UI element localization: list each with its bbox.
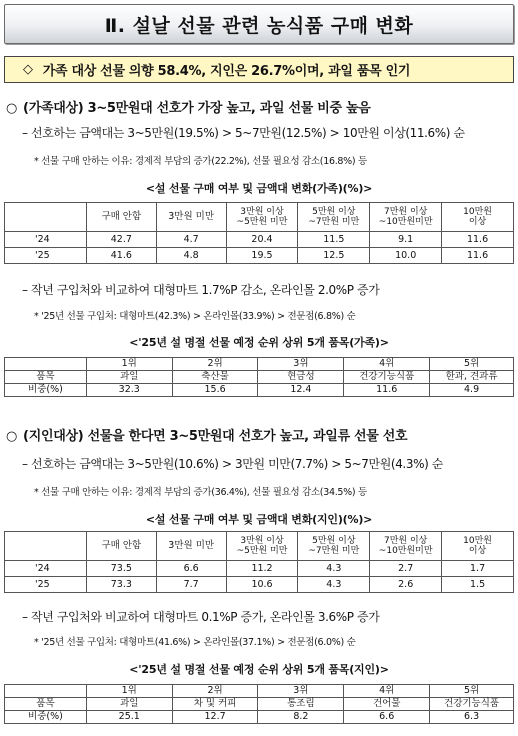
table-cell: 12.4 [258,384,344,397]
table-header-cell [5,358,87,371]
table-cell: 통조림 [258,698,344,711]
table-cell: 2.7 [370,561,442,577]
family-heading-text: (가족대상) 3~5만원대 선호가 가장 높고, 과일 선물 비중 높음 [23,101,371,116]
table-header-cell: 10만원 이상 [442,203,514,232]
table-cell: 건강기능식품 [430,698,514,711]
summary-text: 가족 대상 선물 의향 58.4%, 지인은 26.7%이며, 과일 품목 인기 [42,64,411,79]
acquaint-store-change: – 작년 구입처와 비교하여 대형마트 0.1%P 증가, 온라인몰 3.6%P 증가 [22,610,380,624]
acquaint-heading-text: (지인대상) 선물을 한다면 3~5만원대 선호가 높고, 과일류 선물 선호 [23,429,408,444]
table-cell: 한과, 견과류 [430,371,514,384]
family-rank-title: <'25년 설 명절 선물 예정 순위 상위 5개 품목(가족)> [129,336,389,349]
table-cell: 10.6 [226,577,298,593]
table-cell: 4.3 [298,577,370,593]
table-header-cell: 3만원 이상 ~5만원 미만 [226,532,298,561]
table-cell: 73.5 [86,561,156,577]
table-header-cell: 10만원 이상 [442,532,514,561]
table-cell: 6.6 [344,711,430,724]
acquaint-store-ranking: * '25년 선물 구입처: 대형마트(41.6%) > 온라인몰(37.1%) > 전문점(6.0%) 순 [34,637,356,648]
table-cell: 7.7 [156,577,226,593]
table-header-cell: 3만원 이상 ~5만원 미만 [226,203,298,232]
table-cell: 11.2 [226,561,298,577]
acquaint-price-preference: – 선호하는 금액대는 3~5만원(10.6%) > 3만원 미만(7.7%) > 5~7만원(4.3%) 순 [22,457,443,471]
family-heading [6,97,371,116]
table-cell: 20.4 [226,232,298,248]
table-cell: 41.6 [86,248,156,264]
table-cell: 6.3 [430,711,514,724]
table-row [5,371,514,384]
table-header-cell: 7만원 이상 ~10만원미만 [370,532,442,561]
table-header-cell: 5위 [430,358,514,371]
table-header-cell: 3만원 미만 [156,203,226,232]
acquaint-table-title: <설 선물 구매 여부 및 금액대 변화(지인)(%)> [145,513,373,526]
acquaint-rank-title: <'25년 설 명절 선물 예정 순위 상위 5개 품목(지인)> [129,663,389,676]
table-cell: 2.6 [370,577,442,593]
summary-box [4,56,514,83]
table-header-cell: 3위 [258,358,344,371]
family-rank-table [4,357,514,397]
table-cell: 10.0 [370,248,442,264]
table-cell: '25 [5,248,87,264]
table-cell: 15.6 [172,384,258,397]
acquaint-heading [6,425,407,444]
table-cell: '24 [5,232,87,248]
table-header-cell: 4위 [344,685,430,698]
table-cell: '24 [5,561,87,577]
table-cell: 1.7 [442,561,514,577]
table-cell: 11.6 [344,384,430,397]
table-header-row [5,685,514,698]
acquaint-no-purchase-reason: * 선물 구매 안하는 이유: 경제적 부담의 증가(36.4%), 선물 필요성 감소(34.5%) 등 [34,487,367,498]
table-cell: 4.3 [298,561,370,577]
table-header-cell [5,685,87,698]
family-table-title: <설 선물 구매 여부 및 금액대 변화(가족)(%)> [145,182,373,195]
table-cell: 과일 [86,698,172,711]
table-cell: 품목 [5,371,87,384]
table-header-cell: 5위 [430,685,514,698]
page-title: Ⅱ. 설날 선물 관련 농식품 구매 변화 [4,4,514,44]
table-cell: 비중(%) [5,711,87,724]
circle-bullet-icon: ○ [6,101,18,116]
table-cell: 4.7 [156,232,226,248]
table-header-cell: 3만원 미만 [156,532,226,561]
table-header-cell: 구매 안함 [86,532,156,561]
table-cell: 품목 [5,698,87,711]
table-cell: 42.7 [86,232,156,248]
table-cell: 차 및 커피 [172,698,258,711]
table-cell: 12.5 [298,248,370,264]
table-cell: 축산물 [172,371,258,384]
table-cell: 건강기능식품 [344,371,430,384]
table-header-cell: 2위 [172,685,258,698]
table-header-cell: 4위 [344,358,430,371]
table-header-cell: 2위 [172,358,258,371]
family-store-change: – 작년 구입처와 비교하여 대형마트 1.7%P 감소, 온라인몰 2.0%P 증가 [22,283,380,297]
table-header-cell: 5만원 이상 ~7만원 미만 [298,203,370,232]
table-header-cell [5,532,87,561]
table-cell: 73.3 [86,577,156,593]
table-cell: 25.1 [86,711,172,724]
table-row [5,577,514,593]
table-header-row [5,358,514,371]
table-cell: 8.2 [258,711,344,724]
family-no-purchase-reason: * 선물 구매 안하는 이유: 경제적 부담의 증가(22.2%), 선물 필요성 감소(16.8%) 등 [34,156,367,167]
table-header-cell: 구매 안함 [86,203,156,232]
table-cell: 19.5 [226,248,298,264]
table-cell: 1.5 [442,577,514,593]
table-row [5,698,514,711]
table-cell: 건어물 [344,698,430,711]
family-store-ranking: * '25년 선물 구입처: 대형마트(42.3%) > 온라인몰(33.9%) > 전문점(6.8%) 순 [34,311,356,322]
table-row [5,711,514,724]
circle-bullet-icon: ○ [6,429,18,444]
table-cell: 6.6 [156,561,226,577]
table-header-row [5,203,514,232]
table-row [5,248,514,264]
table-header-cell: 1위 [86,358,172,371]
table-cell: 11.5 [298,232,370,248]
acquaint-amount-table [4,531,514,593]
table-cell: 비중(%) [5,384,87,397]
family-price-preference: – 선호하는 금액대는 3~5만원(19.5%) > 5~7만원(12.5%) > 10만원 이상(11.6%) 순 [22,126,465,140]
table-header-cell: 7만원 이상 ~10만원미만 [370,203,442,232]
family-amount-table [4,202,514,264]
table-cell: 11.6 [442,232,514,248]
table-cell: 4.8 [156,248,226,264]
table-header-row [5,532,514,561]
table-cell: 현금성 [258,371,344,384]
table-row [5,232,514,248]
table-cell: 과일 [86,371,172,384]
table-header-cell: 3위 [258,685,344,698]
diamond-icon: ◇ [23,62,33,77]
table-cell: 32.3 [86,384,172,397]
table-cell: 4.9 [430,384,514,397]
table-row [5,561,514,577]
table-header-cell: 5만원 이상 ~7만원 미만 [298,532,370,561]
table-header-cell [5,203,87,232]
table-header-cell: 1위 [86,685,172,698]
table-cell: 12.7 [172,711,258,724]
table-cell: 11.6 [442,248,514,264]
acquaint-rank-table [4,684,514,724]
table-cell: 9.1 [370,232,442,248]
table-cell: '25 [5,577,87,593]
table-row [5,384,514,397]
